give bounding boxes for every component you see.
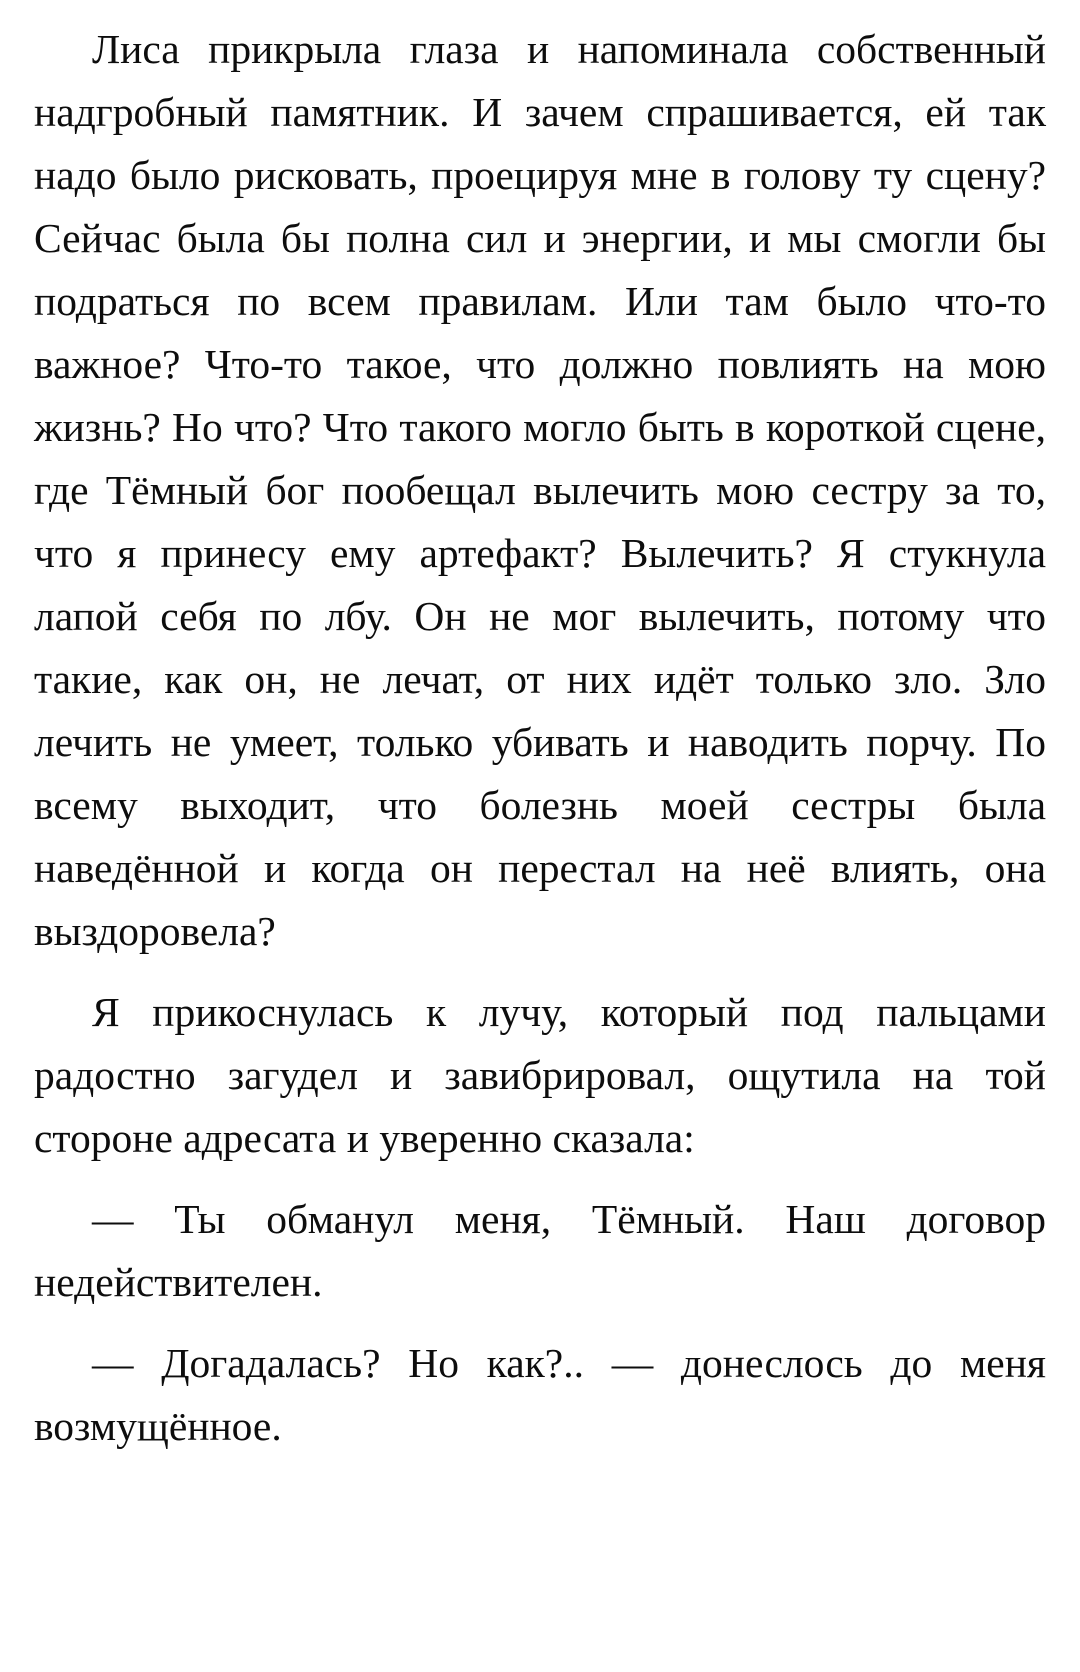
paragraph: — Ты обманул меня, Тёмный. Наш договор недействителен.: [34, 1196, 1046, 1305]
page-body: [34, 18, 1046, 1458]
paragraph: Лиса прикрыла глаза и напоминала собственный надгробный памятник. И зачем спрашивается, ей так надо было рисковать, проецируя мне в голову ту сцену? Сейчас была бы полна сил и энергии, и мы смогли бы подраться по всем правилам. Или там было что-то важное? Что-то такое, что должно повлиять на мою жизнь? Но что? Что такого могло быть в короткой сцене, где Тёмный бог пообещал вылечить мою сестру за то, что я принесу ему артефакт? Вылечить? Я стукнула лапой себя по лбу. Он не мог вылечить, потому что такие, как он, не лечат, от них идёт только зло. Зло лечить не умеет, только убивать и наводить порчу. По всему выходит, что болезнь моей сестры была наведённой и когда он перестал на неё влиять, она выздоровела?: [34, 26, 1046, 954]
paragraph: — Догадалась? Но как?.. — донеслось до меня возмущённое.: [34, 1340, 1046, 1449]
paragraph: Я прикоснулась к лучу, который под пальцами радостно загудел и завибрировал, ощутила на той стороне адресата и уверенно сказала:: [34, 989, 1046, 1161]
